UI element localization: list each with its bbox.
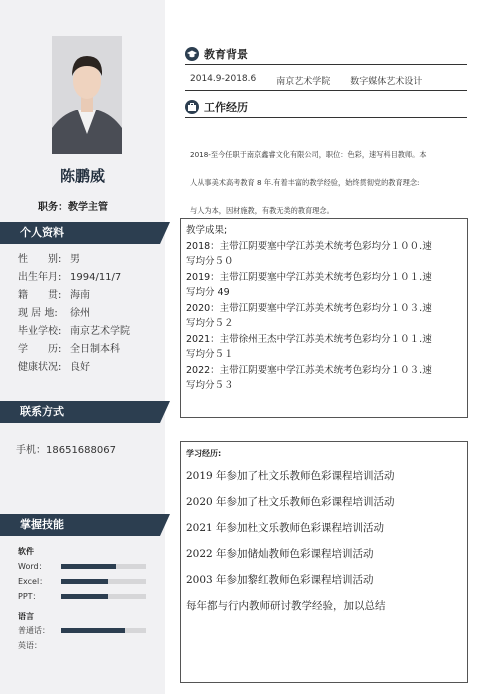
achievement-line: 写均分５３: [186, 380, 234, 391]
info-label: 毕业学校:: [18, 326, 62, 337]
info-row: [18, 341, 130, 359]
skill-row: [18, 561, 146, 572]
skill-bar: [61, 579, 146, 584]
skill-row: [18, 576, 146, 587]
skill-bar: [61, 564, 146, 569]
work-divider: [185, 117, 467, 118]
skill-bar-fill: [61, 564, 116, 569]
work-section-title: [185, 99, 248, 115]
info-row: [18, 323, 130, 341]
education-bottom-divider: [185, 90, 467, 91]
info-value: 海南: [70, 290, 90, 301]
learning-item: 2020 年参加了杜文乐教师色彩课程培训活动: [186, 496, 395, 508]
work-line: 人从事美术高考教育 8 年.有着丰富的教学经验，始终贯彻党的教育理念:: [190, 178, 420, 187]
skill-bar: [61, 628, 146, 633]
achievement-line: 教学成果;: [186, 225, 228, 236]
info-value: 1994/11/7: [70, 272, 122, 283]
info-value: 南京艺术学院: [70, 326, 130, 337]
learning-item: 2021 年参加杜文乐教师色彩课程培训活动: [186, 522, 385, 534]
skill-label: 普通话：: [18, 626, 50, 635]
work-line: 2018-至今任职于南京鑫睿文化有限公司，职位：色彩，速写科目教师。本: [190, 150, 427, 159]
info-value: 良好: [70, 362, 90, 373]
language-heading: 语言: [18, 612, 34, 621]
info-label: 学 历:: [18, 344, 62, 355]
skill-bar-fill: [61, 579, 108, 584]
learning-heading: 学习经历:: [186, 449, 222, 458]
achievement-line: 2020：主带江阴要塞中学江苏美术统考色彩均分１０３.速: [186, 302, 432, 314]
software-heading: 软件: [18, 547, 34, 556]
education-section-title: [185, 46, 248, 62]
education-major: 数字媒体艺术设计: [350, 77, 423, 87]
skill-row: [18, 625, 146, 636]
person-photo-icon: [52, 36, 122, 154]
achievement-line: 写均分５２: [186, 318, 234, 329]
info-row: [18, 251, 130, 269]
achievement-line: 写均分５１: [186, 349, 234, 360]
achievement-line: 写均分 49: [186, 287, 230, 298]
achievement-line: 2021：主带徐州王杰中学江苏美术统考色彩均分１０１.速: [186, 333, 432, 345]
learning-item: 2022 年参加储灿教师色彩课程培训活动: [186, 548, 374, 560]
achievements-box: [180, 218, 468, 418]
achievement-line: 2019：主带江阴要塞中学江苏美术统考色彩均分１０１.速: [186, 271, 432, 283]
work-title-text: 工作经历: [204, 101, 248, 114]
sidebar: [0, 0, 165, 694]
info-value: 徐州: [70, 308, 90, 319]
personal-info-list: [18, 251, 130, 377]
profile-photo: [52, 36, 122, 154]
achievement-line: 写均分５０: [186, 256, 234, 267]
contact-header: 联系方式: [0, 401, 160, 423]
info-row: [18, 287, 130, 305]
education-row: [190, 74, 442, 87]
briefcase-icon: [185, 100, 199, 114]
achievement-line: 2018：主带江阴要塞中学江苏美术统考色彩均分１００.速: [186, 240, 432, 252]
graduation-cap-icon: [185, 47, 199, 61]
skill-row: [18, 640, 61, 651]
info-row: [18, 269, 130, 287]
achievement-line: 2022：主带江阴要塞中学江苏美术统考色彩均分１０３.速: [186, 364, 432, 376]
learning-box: [180, 441, 468, 683]
work-description: [190, 141, 468, 225]
skill-label: Excel：: [18, 577, 48, 586]
skill-label: PPT：: [18, 592, 41, 601]
education-title-text: 教育背景: [204, 48, 248, 61]
phone-number: 手机：18651688067: [16, 445, 116, 456]
skill-bar-fill: [61, 594, 108, 599]
learning-item: 2019 年参加了杜文乐教师色彩课程培训活动: [186, 470, 395, 482]
profile-post: 职务：教学主管: [38, 202, 108, 213]
info-row: [18, 305, 130, 323]
skills-header: 掌握技能: [0, 514, 160, 536]
skill-label: 英语：: [18, 641, 42, 650]
skill-label: Word：: [18, 562, 47, 571]
profile-name: 陈鹏威: [59, 167, 105, 185]
info-label: 出生年月:: [18, 272, 62, 283]
info-label: 健康状况:: [18, 362, 62, 373]
learning-item: 每年都与行内教师研讨教学经验，加以总结: [186, 600, 386, 612]
education-divider: [185, 64, 467, 65]
skill-row: [18, 591, 146, 602]
personal-info-header: 个人资料: [0, 222, 160, 244]
work-line: 与人为本，因材施教，有教无类的教育理念。: [190, 206, 334, 215]
info-label: 现 居 地:: [18, 308, 58, 319]
info-value: 全日制本科: [70, 344, 120, 355]
learning-item: 2003 年参加黎红教师色彩课程培训活动: [186, 574, 374, 586]
education-school: 南京艺术学院: [276, 77, 331, 87]
info-label: 籍 贯:: [18, 290, 62, 301]
education-period: 2014.9-2018.6: [190, 74, 257, 84]
info-value: 男: [70, 254, 80, 265]
info-row: [18, 359, 130, 377]
skill-bar: [61, 594, 146, 599]
skill-bar-fill: [61, 628, 125, 633]
info-label: 性 别:: [18, 254, 62, 265]
